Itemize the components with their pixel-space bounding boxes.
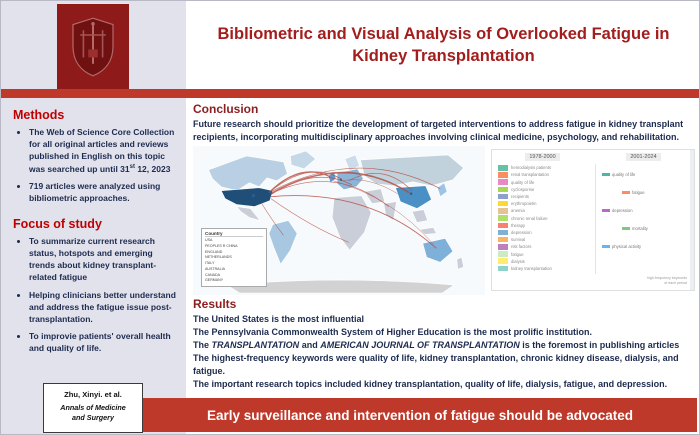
timeline-keyword-row: [498, 222, 552, 229]
bottom-banner: [143, 398, 697, 432]
timeline-body: [492, 164, 694, 274]
keyword-label: hemodialysis patients: [511, 165, 552, 171]
focus-item: • To improvie patients' overall health and quality of life.: [29, 331, 178, 355]
results-line: The important research topics included kidney transplantation, quality of life, dialysis, fatigue, and depression.: [193, 379, 668, 390]
university-crest-logo: [57, 4, 129, 89]
keyword-color-chip: [498, 215, 508, 221]
focus-heading: Focus of study: [13, 217, 102, 232]
legend-country-row: CANADA: [205, 272, 220, 277]
results-line: The highest-frequency keywords were quality of life, kidney transplantation, chronic kidney disease, dialysis, and fatigue.: [193, 353, 679, 377]
timeline-period-headers: [492, 150, 694, 161]
keyword-color-chip: [498, 230, 508, 236]
conclusion-text: Future research should prioritize the development of targeted interventions to address fatigue in kidney transplant recipients, incorporating multidisciplinary approaches involving clinical medicine, psychology, and rehabilitation.: [193, 119, 684, 142]
map-legend-title: Country: [205, 231, 263, 237]
timeline-keyword-row: [498, 179, 552, 186]
focus-item: • To summarize current research status, hotspots and emerging trends about kidney transplant-related fatigue: [29, 236, 178, 284]
map-legend: [201, 228, 267, 287]
keyword-color-dash: [602, 209, 610, 212]
keyword-color-chip: [498, 208, 508, 214]
legend-country-row: ITALY: [205, 261, 215, 266]
map-legend-rows: [205, 238, 263, 284]
methods-item: • 719 articles were analyzed using bibliometric approaches.: [29, 181, 178, 205]
timeline-right-keyword: mortality: [622, 226, 648, 231]
keyword-color-dash: [622, 227, 630, 230]
timeline-keyword-row: [498, 171, 552, 178]
citation-box: [43, 383, 143, 433]
legend-country-row: USA: [205, 238, 213, 243]
keyword-color-chip: [498, 258, 508, 264]
methods-item-text: 12, 2023: [134, 163, 171, 174]
keyword-color-dash: [602, 173, 610, 176]
methods-item: [29, 127, 178, 175]
legend-country-row: GERMANY: [205, 278, 224, 283]
ordinal-superscript: st: [129, 163, 135, 170]
keyword-color-dash: [602, 245, 610, 248]
title-area: [186, 1, 700, 89]
figures-row: [193, 146, 695, 295]
methods-heading: Methods: [13, 108, 65, 122]
keyword-label: therapy: [511, 222, 526, 228]
timeline-caption: [647, 276, 687, 288]
keyword-label: quality of life: [511, 179, 535, 185]
keyword-label: erythropoietin: [511, 201, 537, 207]
methods-list: [11, 127, 178, 205]
keyword-color-chip: [498, 244, 508, 250]
banner-text: Early surveillance and intervention of fatigue should be advocated: [206, 407, 634, 423]
caption-line: of each period: [664, 281, 687, 286]
timeline-keyword-row: [498, 186, 552, 193]
keyword-label: depression: [511, 229, 532, 235]
timeline-keyword-row: [498, 164, 552, 171]
legend-country-row: NETHERLANDS: [205, 255, 232, 260]
collaboration-map-figure: [193, 146, 485, 295]
timeline-segments: [498, 164, 552, 272]
timeline-right-keyword: quality of life: [602, 172, 635, 177]
timeline-keyword-row: [498, 236, 552, 243]
caption-line: high-frequency keywords: [647, 275, 687, 280]
timeline-right-labels: [602, 164, 688, 274]
citation-journal: Annals of Medicine and Surgery: [60, 403, 126, 422]
keyword-color-chip: [498, 223, 508, 229]
timeline-keyword-row: [498, 193, 552, 200]
focus-item: • Helping clinicians better understand and address the fatigue issue post-transplantation.: [29, 290, 178, 326]
period-label-left: 1978-2000: [525, 153, 559, 161]
keyword-label: fatigue: [511, 251, 524, 257]
legend-country-row: ENGLAND: [205, 249, 223, 254]
sidebar-top: [1, 1, 186, 89]
main-content: [186, 98, 700, 400]
timeline-right-keyword: depression: [602, 208, 633, 213]
keyword-label: dialysis: [511, 258, 525, 264]
citation-authors: Zhu, Xinyi. et al.: [64, 390, 122, 399]
legend-country-row: AUSTRALIA: [205, 266, 225, 271]
keyword-color-chip: [498, 266, 508, 272]
journal-name: TRANSPLANTATION: [211, 340, 300, 351]
timeline-keyword-row: [498, 229, 552, 236]
focus-list: [11, 236, 178, 355]
results-text: and: [299, 340, 321, 351]
methods-item-text: The Web of Science Core Collection for all original articles and reviews published in English on this topic was searched up until 31: [29, 127, 175, 174]
keyword-label: renal transplantation: [511, 172, 549, 178]
poster-title: Bibliometric and Visual Analysis of Overlooked Fatigue in Kidney Transplantation: [217, 24, 670, 65]
timeline-keyword-row: [498, 243, 552, 250]
period-label-right: 2001-2024: [626, 153, 660, 161]
timeline-keyword-row: [498, 207, 552, 214]
keyword-timeline-figure: [491, 149, 695, 291]
conclusion-heading: Conclusion: [193, 102, 259, 116]
timeline-divider: [595, 164, 596, 274]
keyword-label: survival: [511, 237, 526, 243]
keyword-label: kidney transplantation: [511, 265, 552, 271]
results-heading: Results: [193, 297, 237, 312]
results-line: The United States is the most influential: [193, 314, 365, 325]
keyword-color-dash: [622, 191, 630, 194]
keyword-color-chip: [498, 179, 508, 185]
results-line: The Pennsylvania Commonwealth System of Higher Education is the most prolific institution.: [193, 327, 593, 338]
keyword-label: risk factors: [511, 244, 532, 250]
journal-name: AMERICAN JOURNAL OF TRANSPLANTATION: [320, 340, 520, 351]
timeline-keyword-row: [498, 200, 552, 207]
legend-country-row: PEOPLES R CHINA: [205, 243, 238, 248]
keyword-label: recipients: [511, 194, 529, 200]
timeline-keyword-row: [498, 250, 552, 257]
crest-shield-icon: [69, 14, 117, 80]
keyword-label: anemia: [511, 208, 525, 214]
keyword-label: chronic renal failure: [511, 215, 548, 221]
timeline-scrollbar: [690, 150, 694, 290]
keyword-color-chip: [498, 201, 508, 207]
timeline-keyword-row: [498, 258, 552, 265]
results-line-journals: [193, 339, 695, 352]
divider-stripe: [1, 89, 700, 98]
keyword-color-chip: [498, 251, 508, 257]
keyword-color-chip: [498, 187, 508, 193]
keyword-color-chip: [498, 237, 508, 243]
results-text: is the foremost in publishing articles: [519, 340, 680, 351]
timeline-keyword-row: [498, 265, 552, 272]
keyword-color-chip: [498, 194, 508, 200]
timeline-right-keyword: physical activity: [602, 244, 641, 249]
timeline-right-keyword: fatigue: [622, 190, 645, 195]
timeline-keyword-row: [498, 215, 552, 222]
keyword-label: cyclosporine: [511, 186, 535, 192]
keyword-color-chip: [498, 165, 508, 171]
results-text: The: [193, 340, 212, 351]
keyword-color-chip: [498, 172, 508, 178]
